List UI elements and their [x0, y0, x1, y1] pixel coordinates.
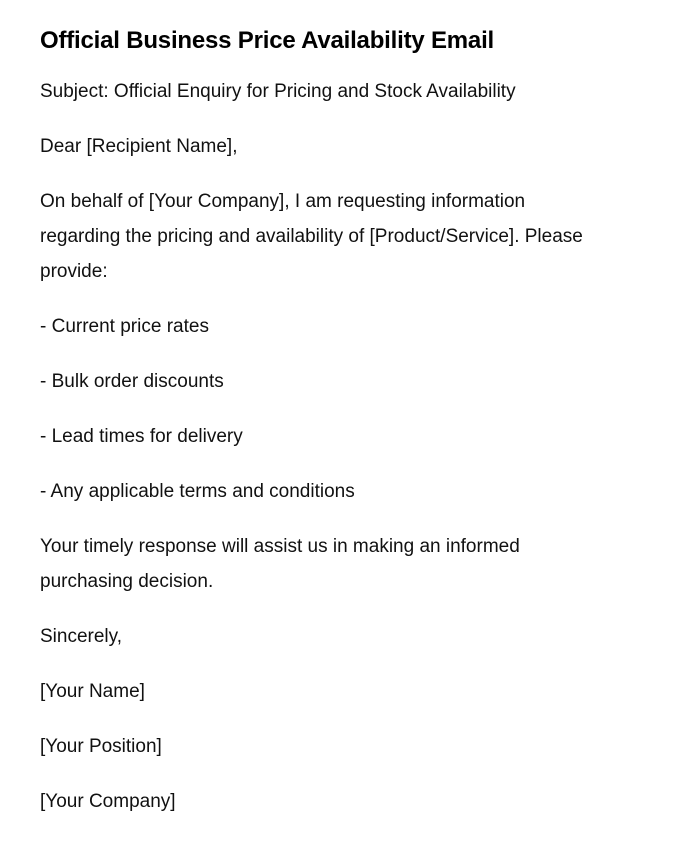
email-closing-paragraph: Your timely response will assist us in making an informed purchasing decision.: [40, 536, 520, 592]
document-title: Official Business Price Availability Email: [40, 27, 495, 54]
request-list: [40, 309, 660, 509]
email-greeting: Dear [Recipient Name],: [40, 136, 238, 157]
signature-position: [Your Position]: [40, 736, 162, 757]
list-item: - Bulk order discounts: [40, 371, 224, 392]
list-item: - Current price rates: [40, 316, 209, 337]
list-item: - Lead times for delivery: [40, 426, 243, 447]
signature-company: [Your Company]: [40, 791, 176, 812]
signature-name: [Your Name]: [40, 681, 145, 702]
email-sign-off: Sincerely,: [40, 626, 123, 647]
signature-block: [40, 674, 660, 819]
email-intro-paragraph: On behalf of [Your Company], I am requesting information regarding the pricing and availability of [Product/Service]. Please provide:: [40, 191, 583, 282]
email-subject: Subject: Official Enquiry for Pricing and Stock Availability: [40, 81, 516, 102]
list-item: - Any applicable terms and conditions: [40, 481, 355, 502]
